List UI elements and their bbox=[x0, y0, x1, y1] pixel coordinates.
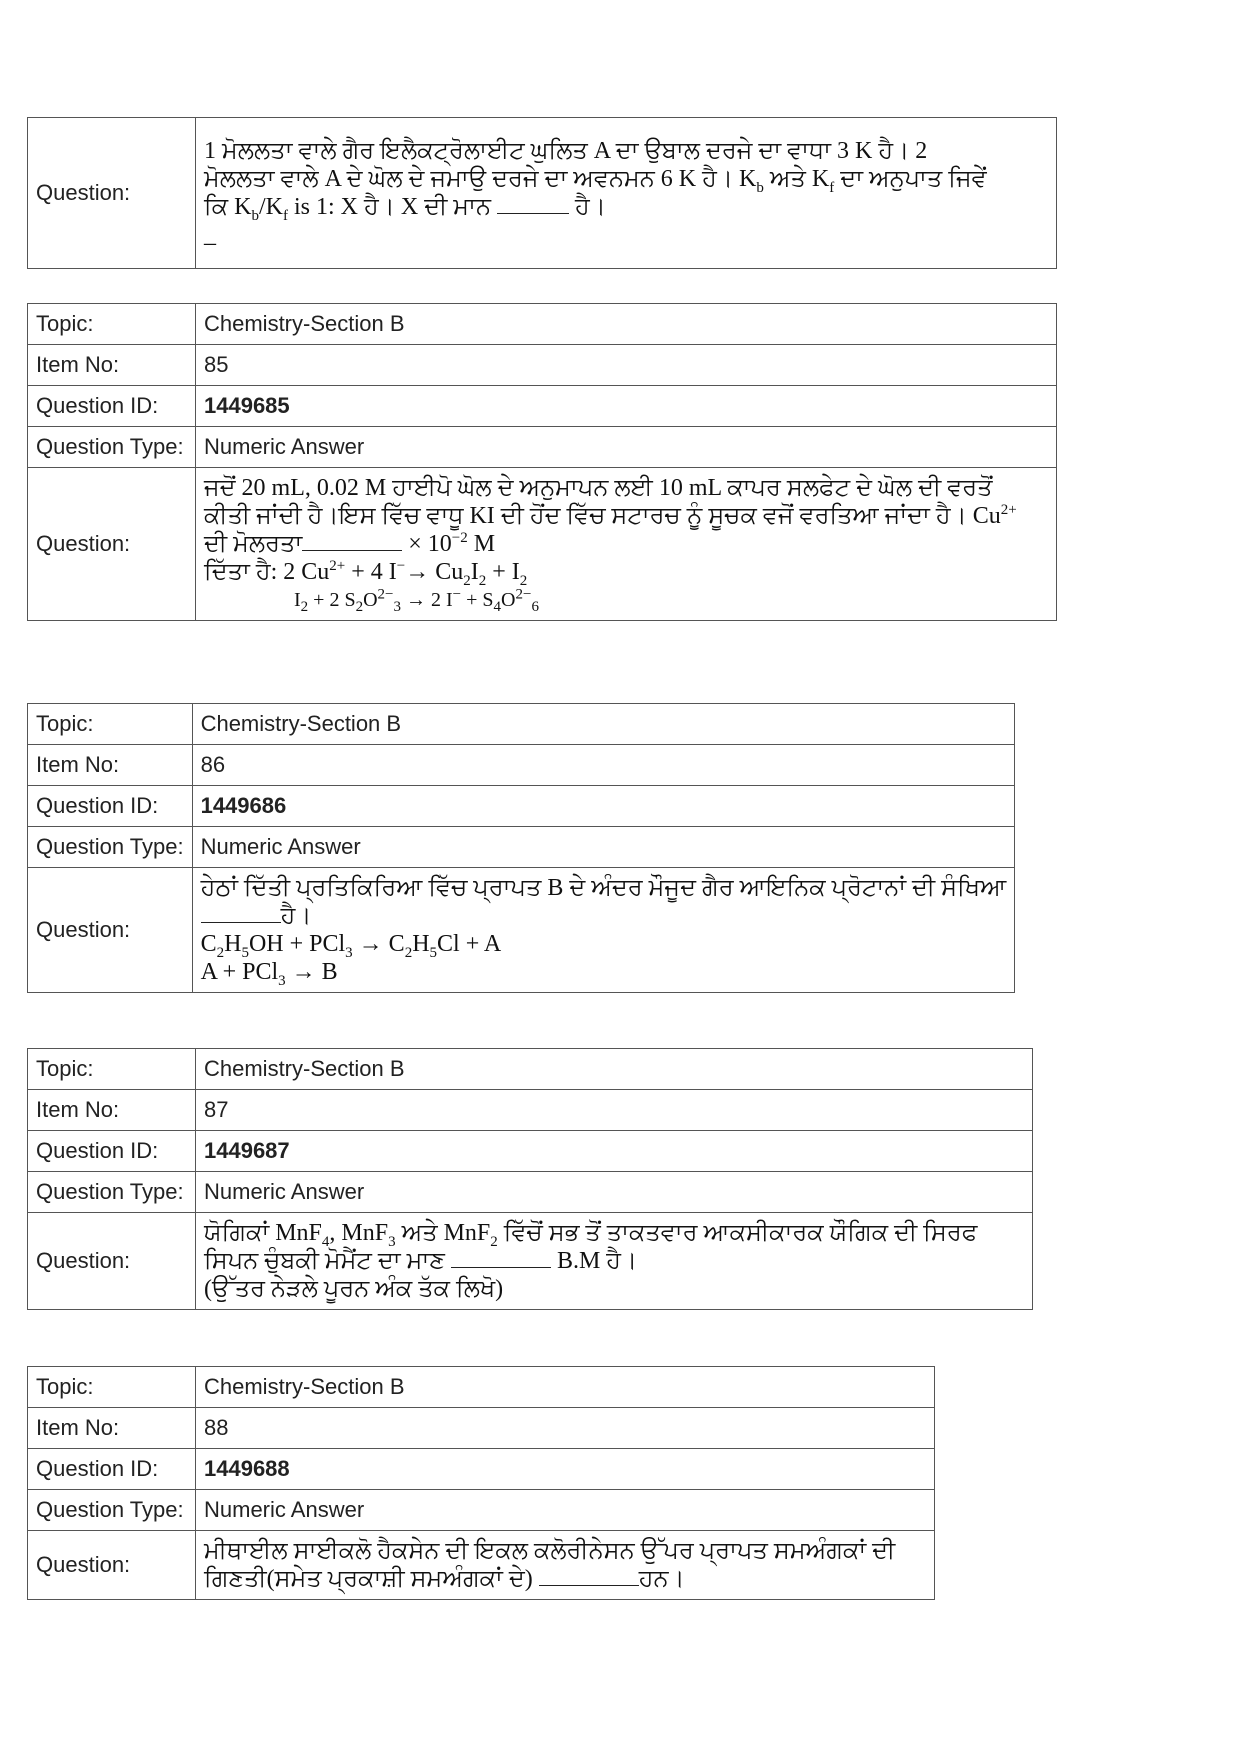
topic-row bbox=[28, 704, 1015, 745]
question-label: Question: bbox=[28, 868, 193, 993]
question-line: ਜਦੋਂ 20 mL, 0.02 M ਹਾਈਪੋ ਘੋਲ ਦੇ ਅਨੁਮਾਪਨ ਲਈ 10 mL ਕਾਪਰ ਸਲਫੇਟ ਦੇ ਘੋਲ ਦੀ ਵਰਤੋਂ bbox=[204, 475, 993, 501]
answer-blank bbox=[539, 1567, 639, 1586]
question-table-86 bbox=[27, 703, 1015, 993]
question-row bbox=[28, 868, 1015, 993]
question-id-row bbox=[28, 1131, 1033, 1172]
question-type-value: Numeric Answer bbox=[196, 1172, 1033, 1213]
item-no-value: 88 bbox=[196, 1408, 935, 1449]
topic-value: Chemistry-Section B bbox=[196, 1367, 935, 1408]
question-id-value: 1449688 bbox=[196, 1449, 935, 1490]
question-type-row bbox=[28, 1172, 1033, 1213]
question-type-label: Question Type: bbox=[28, 1172, 196, 1213]
item-no-label: Item No: bbox=[28, 1090, 196, 1131]
question-type-label: Question Type: bbox=[28, 1490, 196, 1531]
question-line: _ bbox=[204, 222, 216, 248]
question-text bbox=[196, 118, 1057, 269]
question-line: ਹੇਠਾਂ ਦਿੱਤੀ ਪ੍ਰਤਿਕਿਰਿਆ ਵਿੱਚ ਪ੍ਰਾਪਤ B ਦੇ ਅੰਦਰ ਮੌਜੂਦ ਗੈਰ ਆਇਨਿਕ ਪ੍ਰੋਟਾਨਾਂ ਦੀ ਸੰਖਿਆ bbox=[200, 875, 1007, 901]
topic-label: Topic: bbox=[28, 1049, 196, 1090]
item-no-row bbox=[28, 745, 1015, 786]
question-type-value: Numeric Answer bbox=[192, 827, 1015, 868]
equation-line: $I_2 + 2$ $S_2O^{2-}_3 \to 2$ $I^- + S_4O^{2-}_6$ bbox=[294, 586, 539, 615]
question-id-label: Question ID: bbox=[28, 786, 193, 827]
topic-value: Chemistry-Section B bbox=[192, 704, 1015, 745]
question-line: ਮੀਥਾਈਲ ਸਾਈਕਲੋ ਹੈਕਸੇਨ ਦੀ ਇਕਲ ਕਲੋਰੀਨੇਸਨ ਉੱਪਰ ਪ੍ਰਾਪਤ ਸਮਅੰਗਕਾਂ ਦੀ bbox=[204, 1538, 896, 1564]
question-label: Question: bbox=[28, 1213, 196, 1310]
question-type-row bbox=[28, 427, 1057, 468]
topic-value: Chemistry-Section B bbox=[196, 304, 1057, 345]
question-row bbox=[28, 1531, 935, 1600]
question-line: ਗਿਣਤੀ(ਸਮੇਤ ਪ੍ਰਕਾਸ਼ੀ ਸਮਅੰਗਕਾਂ ਦੇ) ਹਨ। bbox=[204, 1566, 685, 1592]
question-type-label: Question Type: bbox=[28, 427, 196, 468]
topic-row bbox=[28, 304, 1057, 345]
question-label: Question: bbox=[28, 118, 196, 269]
question-type-value: Numeric Answer bbox=[196, 1490, 935, 1531]
question-id-label: Question ID: bbox=[28, 386, 196, 427]
answer-blank bbox=[201, 904, 281, 923]
answer-blank bbox=[451, 1249, 551, 1268]
question-type-row bbox=[28, 1490, 935, 1531]
question-text bbox=[196, 1213, 1033, 1310]
question-id-label: Question ID: bbox=[28, 1449, 196, 1490]
item-no-value: 87 bbox=[196, 1090, 1033, 1131]
question-type-value: Numeric Answer bbox=[196, 427, 1057, 468]
question-id-row bbox=[28, 786, 1015, 827]
item-no-label: Item No: bbox=[28, 745, 193, 786]
question-label: Question: bbox=[28, 468, 196, 621]
answer-blank bbox=[302, 532, 402, 551]
question-id-value: 1449687 bbox=[196, 1131, 1033, 1172]
question-id-label: Question ID: bbox=[28, 1131, 196, 1172]
topic-label: Topic: bbox=[28, 1367, 196, 1408]
question-id-value: 1449685 bbox=[196, 386, 1057, 427]
question-id-row bbox=[28, 1449, 935, 1490]
equation-line: $C_2H_5OH + PCl_3 \to C_2H_5Cl + A$ bbox=[200, 931, 502, 961]
question-line: ਕੀਤੀ ਜਾਂਦੀ ਹੈ।ਇਸ ਵਿੱਚ ਵਾਧੂ KI ਦੀ ਹੋਂਦ ਵਿੱਚ ਸਟਾਰਚ ਨੂੰ ਸੂਚਕ ਵਜੋਂ ਵਰਤਿਆ ਜਾਂਦਾ ਹੈ। $Cu^{2+}$ bbox=[204, 502, 1017, 529]
topic-label: Topic: bbox=[28, 304, 196, 345]
item-no-row bbox=[28, 1408, 935, 1449]
item-no-value: 86 bbox=[192, 745, 1015, 786]
question-line: ਕਿ $K_b/K_f$ is 1: X ਹੈ। X ਦੀ ਮਾਨ ਹੈ। bbox=[204, 194, 606, 224]
question-table-85 bbox=[27, 303, 1057, 621]
question-type-label: Question Type: bbox=[28, 827, 193, 868]
item-no-label: Item No: bbox=[28, 1408, 196, 1449]
question-text bbox=[192, 868, 1015, 993]
question-row bbox=[28, 1213, 1033, 1310]
question-line: ਦੀ ਮੋਲਰਤਾ × $10^{-2}$ M bbox=[204, 530, 496, 557]
question-line: (ਉੱਤਰ ਨੇੜਲੇ ਪੂਰਨ ਅੰਕ ਤੱਕ ਲਿਖੋ) bbox=[204, 1276, 504, 1302]
question-table-88 bbox=[27, 1366, 935, 1600]
question-line: ਮੋਲਲਤਾ ਵਾਲੇ A ਦੇ ਘੋਲ ਦੇ ਜਮਾਉ ਦਰਜੇ ਦਾ ਅਵਨਮਨ 6 K ਹੈ। $K_b$ ਅਤੇ $K_f$ ਦਾ ਅਨੁਪਾਤ ਜਿਵੇਂ bbox=[204, 166, 987, 196]
item-no-row bbox=[28, 345, 1057, 386]
item-no-row bbox=[28, 1090, 1033, 1131]
question-text bbox=[196, 1531, 935, 1600]
question-row bbox=[28, 468, 1057, 621]
question-table-84 bbox=[27, 117, 1057, 269]
question-table-87 bbox=[27, 1048, 1033, 1310]
question-line: 1 ਮੋਲਲਤਾ ਵਾਲੇ ਗੈਰ ਇਲੈਕਟ੍ਰੋਲਾਈਟ ਘੁਲਿਤ A ਦਾ ਉਬਾਲ ਦਰਜੇ ਦਾ ਵਾਧਾ 3 K ਹੈ। 2 bbox=[204, 138, 928, 164]
topic-row bbox=[28, 1367, 935, 1408]
question-line: ਯੋਗਿਕਾਂ MnF$_4$, MnF$_3$ ਅਤੇ MnF$_2$ ਵਿੱਚੋਂ ਸਭ ਤੋਂ ਤਾਕਤਵਾਰ ਆਕਸੀਕਾਰਕ ਯੌਗਿਕ ਦੀ ਸਿਰਫ bbox=[204, 1220, 978, 1250]
question-text bbox=[196, 468, 1057, 621]
question-label: Question: bbox=[28, 1531, 196, 1600]
question-id-value: 1449686 bbox=[192, 786, 1015, 827]
item-no-label: Item No: bbox=[28, 345, 196, 386]
question-id-row bbox=[28, 386, 1057, 427]
topic-label: Topic: bbox=[28, 704, 193, 745]
question-line: ਹੈ। bbox=[201, 902, 1007, 930]
question-row bbox=[28, 118, 1057, 269]
answer-blank bbox=[497, 195, 569, 214]
question-line: ਸਿਪਨ ਚੁੰਬਕੀ ਮੋਮੈਂਟ ਦਾ ਮਾਣ B.M ਹੈ। bbox=[204, 1248, 638, 1274]
question-type-row bbox=[28, 827, 1015, 868]
topic-row bbox=[28, 1049, 1033, 1090]
topic-value: Chemistry-Section B bbox=[196, 1049, 1033, 1090]
item-no-value: 85 bbox=[196, 345, 1057, 386]
equation-line: A + PCl$_3$ → B bbox=[200, 959, 338, 989]
question-line: ਦਿੱਤਾ ਹੈ: 2 $Cu^{2+} + 4$ $I^-\to Cu_2I_2 + I_2$ bbox=[204, 558, 528, 589]
